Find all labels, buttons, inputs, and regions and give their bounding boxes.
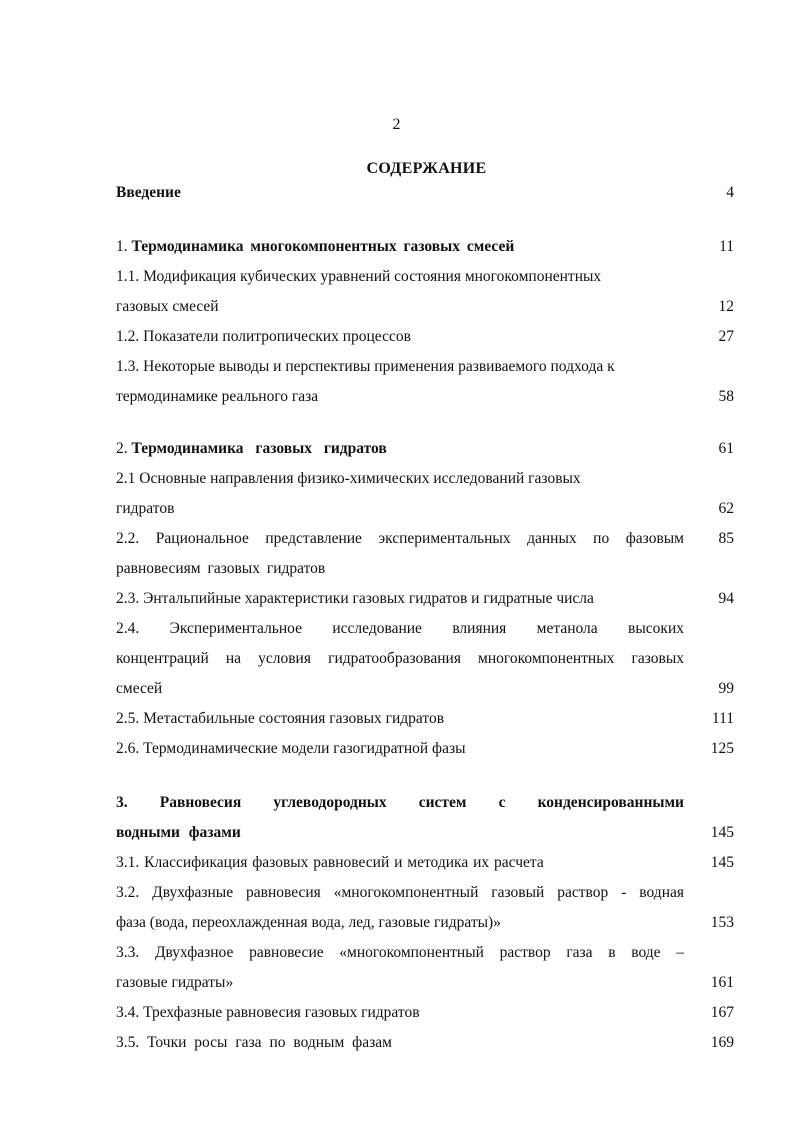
toc-entry-line: 1.3. Некоторые выводы и перспективы применения развиваемого подхода к [116, 358, 615, 375]
toc-entry-page: 111 [711, 710, 734, 727]
toc-entry-line: фаза (вода, переохлажденная вода, лед, газовые гидраты)» [116, 914, 501, 931]
toc-section-2-1 [116, 464, 734, 494]
toc-entry-line: 3.1. Классификация фазовых равновесий и методика их расчета [116, 854, 544, 871]
toc-entry-line: 1.2. Показатели политропических процессов [116, 328, 411, 345]
toc-entry-line: 3.2. Двухфазные равновесия «многокомпонентный газовый раствор - водная [116, 884, 684, 901]
toc-entry-line: газовых смесей [116, 298, 219, 315]
page-number: 2 [392, 116, 401, 133]
toc-entry-line: 2.4. Экспериментальное исследование влияния метанола высоких [116, 620, 684, 637]
toc-entry-page: 12 [718, 298, 734, 315]
chapter-heading: 3. Равновесия углеводородных систем с конденсированными [116, 794, 684, 811]
toc-entry-line: 2.2. Рациональное представление экспериментальных данных по фазовым [116, 530, 684, 547]
toc-chapter-2 [116, 434, 734, 464]
toc-section-1-2 [116, 322, 734, 352]
toc-entry-page: 94 [718, 590, 734, 607]
chapter-heading: Термодинамика многокомпонентных газовых смесей [131, 238, 515, 255]
toc-entry-page: 11 [719, 238, 734, 255]
toc-section-2-3 [116, 584, 734, 614]
toc-entry-line: смесей [116, 680, 163, 697]
toc-entry-page: 58 [718, 388, 734, 405]
toc-chapter-1 [116, 232, 734, 262]
toc-section-2-5 [116, 704, 734, 734]
toc-section-2-4-cont2 [116, 674, 734, 704]
toc-entry-line: равновесиям газовых гидратов [116, 560, 326, 577]
toc-entry-line: 2.6. Термодинамические модели газогидратной фазы [116, 740, 466, 757]
toc-section-2-1-cont [116, 494, 734, 524]
table-of-contents [116, 178, 734, 1058]
toc-section-2-2 [116, 524, 734, 554]
chapter-heading: водными фазами [116, 824, 241, 841]
chapter-heading: Термодинамика газовых гидратов [131, 440, 387, 457]
chapter-number: 1. [116, 238, 128, 255]
toc-chapter-title [116, 434, 387, 464]
toc-section-2-4 [116, 614, 734, 644]
toc-entry-line: 3.5. Точки росы газа по водным фазам [116, 1034, 392, 1051]
toc-entry-page: 61 [718, 440, 734, 457]
toc-section-2-4-cont [116, 644, 734, 674]
toc-entry-page: 99 [718, 680, 734, 697]
toc-section-3-3-cont [116, 968, 734, 998]
toc-entry-page: 145 [710, 854, 734, 871]
toc-entry-line: термодинамике реального газа [116, 388, 319, 405]
toc-entry-page: 62 [718, 500, 734, 517]
toc-entry-page: 145 [710, 824, 734, 841]
toc-section-2-2-cont [116, 554, 734, 584]
toc-entry-page: 27 [718, 328, 734, 345]
chapter-number: 2. [116, 440, 128, 457]
toc-section-3-1 [116, 848, 734, 878]
toc-entry-line: газовые гидраты» [116, 974, 234, 991]
toc-section-2-6 [116, 734, 734, 764]
toc-chapter-3 [116, 788, 734, 818]
toc-entry-line: 2.5. Метастабильные состояния газовых гидратов [116, 710, 445, 727]
toc-entry-page: 4 [726, 184, 734, 201]
toc-section-3-2-cont [116, 908, 734, 938]
toc-entry-page: 125 [710, 740, 734, 757]
page-title: СОДЕРЖАНИЕ [366, 160, 487, 177]
toc-entry-intro [116, 178, 734, 208]
toc-section-1-1 [116, 262, 734, 292]
toc-section-3-3 [116, 938, 734, 968]
toc-entry-line: 2.3. Энтальпийные характеристики газовых гидратов и гидратные числа [116, 590, 594, 607]
toc-chapter-title [116, 232, 514, 262]
toc-entry-line: 3.3. Двухфазное равновесие «многокомпонентный раствор газа в воде – [116, 944, 684, 961]
toc-entry-title: Введение [116, 184, 181, 201]
toc-entry-page: 161 [710, 974, 734, 991]
toc-chapter-3-cont [116, 818, 734, 848]
toc-entry-line: 2.1 Основные направления физико-химических исследований газовых [116, 470, 581, 487]
toc-entry-line: 1.1. Модификация кубических уравнений состояния многокомпонентных [116, 268, 602, 285]
toc-section-3-2 [116, 878, 734, 908]
toc-entry-page: 169 [710, 1034, 734, 1051]
toc-entry-line: гидратов [116, 500, 175, 517]
toc-section-1-3 [116, 352, 734, 382]
toc-entry-line: концентраций на условия гидратообразования многокомпонентных газовых [116, 650, 684, 667]
toc-section-1-1-cont [116, 292, 734, 322]
toc-entry-line: 3.4. Трехфазные равновесия газовых гидратов [116, 1004, 420, 1021]
toc-entry-page: 153 [710, 914, 734, 931]
toc-entry-page: 167 [710, 1004, 734, 1021]
toc-section-3-5 [116, 1028, 734, 1058]
toc-section-1-3-cont [116, 382, 734, 412]
toc-section-3-4 [116, 998, 734, 1028]
toc-entry-page: 85 [718, 530, 734, 547]
